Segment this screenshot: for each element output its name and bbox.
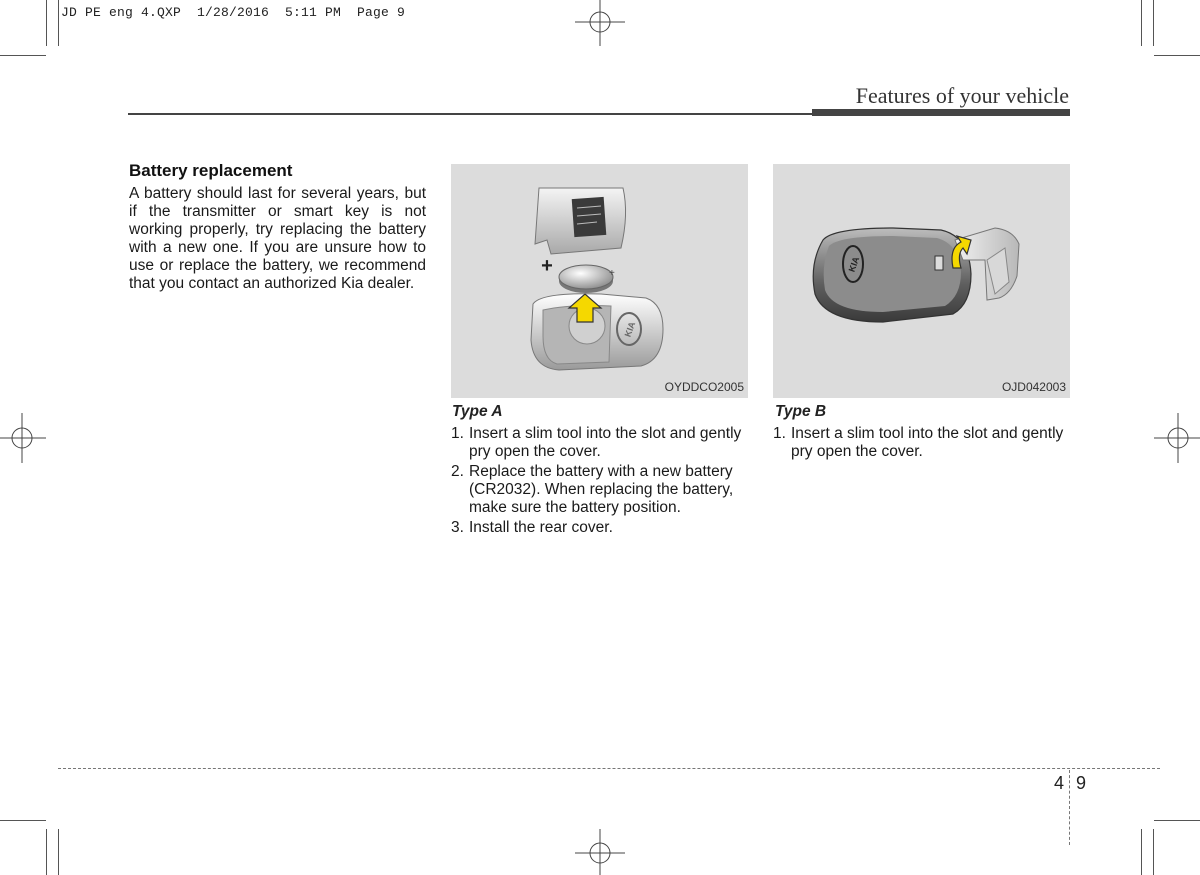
page-number: 9 bbox=[1076, 773, 1087, 793]
step-text: Replace the battery with a new battery (CR2032). When replacing the battery, make sure the battery position. bbox=[469, 463, 734, 516]
coin-battery-icon bbox=[559, 265, 615, 293]
chapter-number: 4 bbox=[1054, 773, 1065, 793]
crop-mark-top-right-v2 bbox=[1153, 0, 1154, 46]
step-number: 1. bbox=[451, 425, 464, 442]
crop-mark-bottom-right-v bbox=[1141, 829, 1142, 875]
svg-text:+: + bbox=[609, 268, 615, 279]
step-text: Install the rear cover. bbox=[469, 519, 613, 536]
smart-key-icon bbox=[813, 228, 971, 322]
figure-code: OYDDCO2005 bbox=[664, 380, 744, 394]
crop-mark-bottom-right-v2 bbox=[1153, 829, 1154, 875]
registration-mark-left bbox=[0, 413, 46, 463]
figure-type-a bbox=[451, 164, 748, 398]
list-item bbox=[451, 463, 748, 517]
step-number: 1. bbox=[773, 425, 786, 442]
type-a-steps bbox=[451, 425, 748, 539]
list-item bbox=[451, 519, 748, 537]
list-item bbox=[451, 425, 748, 461]
registration-mark-top bbox=[575, 0, 625, 46]
header-rule-thin bbox=[128, 113, 812, 115]
section-heading: Battery replacement bbox=[129, 161, 293, 180]
plus-symbol: + bbox=[541, 255, 553, 277]
step-text: Insert a slim tool into the slot and gently pry open the cover. bbox=[469, 425, 742, 460]
section-body: A battery should last for several years, but if the transmitter or smart key is not working properly, try replacing the battery with a new one. If you are unsure how to use or replace the battery, we recommend that you contact an authorized Kia dealer. bbox=[129, 185, 426, 292]
header-rule-thick bbox=[812, 109, 1070, 116]
crop-mark-top-right-h bbox=[1154, 55, 1200, 56]
step-number: 2. bbox=[451, 463, 464, 480]
step-number: 3. bbox=[451, 519, 464, 536]
svg-text:KIA: KIA bbox=[622, 320, 638, 339]
battery-cover-icon bbox=[535, 188, 626, 254]
footer-dashed-rule bbox=[58, 768, 1160, 769]
type-b-steps bbox=[773, 425, 1070, 463]
smart-key-battery-illustration bbox=[451, 164, 748, 398]
crop-mark-bottom-left-v2 bbox=[58, 829, 59, 875]
figure-code: OJD042003 bbox=[1001, 380, 1066, 394]
figure-type-b bbox=[773, 164, 1070, 398]
registration-mark-right bbox=[1154, 413, 1200, 463]
crop-mark-top-left-v2 bbox=[58, 0, 59, 46]
type-a-label: Type A bbox=[452, 403, 503, 420]
smart-key-cover-illustration bbox=[773, 164, 1070, 398]
crop-mark-bottom-left-v bbox=[46, 829, 47, 875]
running-header-title: Features of your vehicle bbox=[855, 83, 1069, 108]
list-item bbox=[773, 425, 1070, 461]
step-text: Insert a slim tool into the slot and gently pry open the cover. bbox=[791, 425, 1064, 460]
type-b-label: Type B bbox=[775, 403, 827, 420]
registration-mark-bottom bbox=[575, 829, 625, 875]
crop-mark-bottom-right-h bbox=[1154, 820, 1200, 821]
crop-mark-top-left-h bbox=[0, 55, 46, 56]
print-slug: JD PE eng 4.QXP 1/28/2016 5:11 PM Page 9 bbox=[61, 5, 406, 20]
crop-mark-top-right-v bbox=[1141, 0, 1142, 46]
svg-text:KIA: KIA bbox=[846, 255, 862, 274]
crop-mark-bottom-left-h bbox=[0, 820, 46, 821]
crop-mark-top-left-v bbox=[46, 0, 47, 46]
page-number-divider bbox=[1069, 770, 1070, 845]
